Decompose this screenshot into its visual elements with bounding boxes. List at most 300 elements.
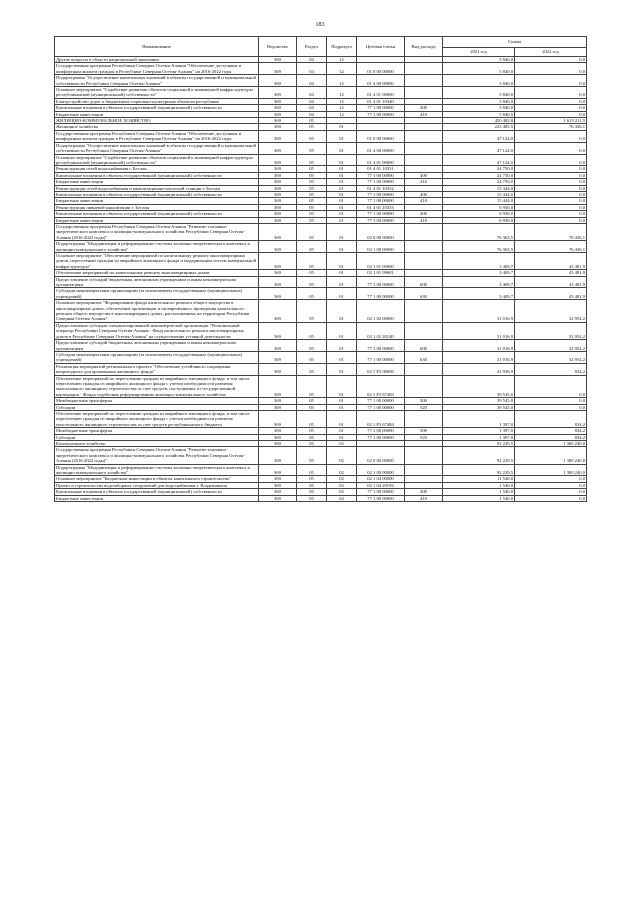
- row-subsection: 12: [327, 63, 357, 75]
- row-sum-2021: 31 016,9: [443, 300, 515, 323]
- row-target-article: 02 1 F3 00000: [357, 363, 405, 375]
- row-subsection: 01: [327, 288, 357, 300]
- row-expense-type: 500: [405, 428, 443, 434]
- row-subsection: 01: [327, 130, 357, 142]
- row-subsection: 01: [327, 375, 357, 398]
- row-expense-type: 410: [405, 111, 443, 117]
- row-name: Реконструкция ливневой канализации г. Беслан: [55, 204, 259, 210]
- row-sum-2021: 41 936,9: [443, 363, 515, 375]
- row-section: 04: [297, 57, 327, 63]
- row-section: 05: [297, 322, 327, 339]
- row-target-article: 02 1 02 20140: [357, 322, 405, 339]
- row-section: 05: [297, 124, 327, 130]
- row-subsection: 01: [327, 300, 357, 323]
- row-department: 369: [259, 105, 297, 111]
- row-sum-2022: 1 300 240,0: [515, 441, 587, 447]
- row-department: 369: [259, 57, 297, 63]
- row-target-article: 77 1 00 00000: [357, 495, 405, 501]
- row-name: Основное мероприятие "Содействие развитию объектов социальной и инженерной инфраструктуры республиканской (муниципальной) собственности": [55, 154, 259, 166]
- row-expense-type: [405, 241, 443, 253]
- row-sum-2022: 43 481,9: [515, 288, 587, 300]
- row-department: 369: [259, 198, 297, 204]
- row-target-article: 01 4 01 10351: [357, 166, 405, 172]
- row-expense-type: [405, 464, 443, 476]
- row-target-article: 02 1 01 09601: [357, 270, 405, 276]
- row-department: 369: [259, 300, 297, 323]
- row-sum-2021: 31 016,9: [443, 351, 515, 363]
- row-sum-2022: 0,0: [515, 185, 587, 191]
- row-expense-type: [405, 322, 443, 339]
- row-department: 369: [259, 185, 297, 191]
- row-expense-type: [405, 75, 443, 87]
- row-target-article: 01 4 01 10352: [357, 185, 405, 191]
- row-sum-2021: 39 545,0: [443, 404, 515, 410]
- table-body: [55, 57, 587, 502]
- row-target-article: 77 1 00 00000: [357, 434, 405, 440]
- row-target-article: 02 1 04 00000: [357, 476, 405, 482]
- table-row: [55, 288, 587, 300]
- row-sum-2021: 1 540,0: [443, 482, 515, 488]
- table-row: [55, 241, 587, 253]
- row-sum-2022: 32 954,2: [515, 340, 587, 352]
- row-sum-2021: 5 840,0: [443, 75, 515, 87]
- row-name: Межбюджетные трансферты: [55, 428, 259, 434]
- row-sum-2022: 0,0: [515, 211, 587, 217]
- row-name: Предоставление субсидий бюджетным, автономным учреждениям и иным некоммерческим организациям: [55, 276, 259, 288]
- row-expense-type: [405, 410, 443, 427]
- row-name: Капитальные вложения в объекты государственной (муниципальной) собственности: [55, 211, 259, 217]
- row-target-article: 77 1 00 00000: [357, 276, 405, 288]
- row-section: 05: [297, 172, 327, 178]
- row-section: 04: [297, 75, 327, 87]
- row-sum-2021: 39 545,0: [443, 375, 515, 398]
- row-sum-2022: 834,2: [515, 434, 587, 440]
- row-name: Государственная программа Республики Северная Осетия-Алания "Обеспечение доступным и комфортным жильем граждан в Республике Северная Осетия-Алания" на 2016-2022 годы: [55, 63, 259, 75]
- row-sum-2022: 0,0: [515, 63, 587, 75]
- row-target-article: 02 0 00 00000: [357, 223, 405, 240]
- row-target-article: 02 1 04 29193: [357, 482, 405, 488]
- row-department: 369: [259, 404, 297, 410]
- row-department: 369: [259, 441, 297, 447]
- row-expense-type: [405, 142, 443, 154]
- row-department: 369: [259, 87, 297, 99]
- row-department: 369: [259, 322, 297, 339]
- row-expense-type: 400: [405, 105, 443, 111]
- row-sum-2022: 0,0: [515, 154, 587, 166]
- row-name: Подпрограмма "Осуществление капитальных вложений в объекты государственной и муниципальной собственности Республики Северная Осетия-Алания": [55, 75, 259, 87]
- row-name: Коммунальное хозяйство: [55, 441, 259, 447]
- row-department: 369: [259, 191, 297, 197]
- row-sum-2021: 1 540,0: [443, 495, 515, 501]
- row-name: Проект и строительство водозаборных сооружений для водоснабжения г. Владикавказа: [55, 482, 259, 488]
- row-subsection: 02: [327, 441, 357, 447]
- row-subsection: 01: [327, 351, 357, 363]
- row-section: 05: [297, 185, 327, 191]
- row-section: 05: [297, 142, 327, 154]
- row-department: 369: [259, 447, 297, 464]
- header-subsection: Подраздел: [327, 37, 357, 57]
- row-subsection: 01: [327, 154, 357, 166]
- row-sum-2022: 0,0: [515, 75, 587, 87]
- row-target-article: 02 1 F3 67484: [357, 410, 405, 427]
- row-section: 05: [297, 241, 327, 253]
- row-expense-type: 520: [405, 434, 443, 440]
- row-target-article: 02 0 00 00000: [357, 447, 405, 464]
- header-expense-type: Вид расхода: [405, 37, 443, 57]
- row-subsection: 01: [327, 179, 357, 185]
- row-target-article: 01 0 00 00000: [357, 63, 405, 75]
- row-sum-2022: 0,0: [515, 98, 587, 104]
- row-sum-2022: 0,0: [515, 130, 587, 142]
- row-target-article: 01 4 01 00000: [357, 154, 405, 166]
- row-expense-type: 600: [405, 276, 443, 288]
- row-department: 369: [259, 75, 297, 87]
- table-row: [55, 276, 587, 288]
- row-section: 05: [297, 166, 327, 172]
- table-row: [55, 447, 587, 464]
- row-name: Капитальные вложения в объекты государственной (муниципальной) собственности: [55, 105, 259, 111]
- row-section: 05: [297, 179, 327, 185]
- row-section: 04: [297, 63, 327, 75]
- row-name: Подпрограмма "Модернизация и реформирование системы топливно-энергетического комплекса и жилищно-коммунального хозяйства": [55, 464, 259, 476]
- header-year-2022: 2022 год: [515, 48, 587, 57]
- row-section: 04: [297, 111, 327, 117]
- row-sum-2022: 0,0: [515, 198, 587, 204]
- row-name: Государственная программа Республики Северная Осетия-Алания "Обеспечение доступным и комфортным жильем граждан в Республике Северная Осетия-Алания" на 2016-2022 годы: [55, 130, 259, 142]
- row-target-article: 77 1 00 00000: [357, 217, 405, 223]
- budget-table: [54, 36, 587, 502]
- row-subsection: 01: [327, 124, 357, 130]
- row-sum-2021: 1 397,0: [443, 428, 515, 434]
- row-name: Бюджетные инвестиции: [55, 198, 259, 204]
- row-department: 369: [259, 217, 297, 223]
- row-expense-type: 410: [405, 198, 443, 204]
- row-sum-2021: 47 124,0: [443, 130, 515, 142]
- row-expense-type: [405, 154, 443, 166]
- row-subsection: 02: [327, 495, 357, 501]
- row-target-article: 77 1 00 00000: [357, 198, 405, 204]
- row-sum-2021: 11 540,0: [443, 476, 515, 482]
- row-section: 05: [297, 476, 327, 482]
- row-section: 05: [297, 300, 327, 323]
- row-sum-2022: 0,0: [515, 105, 587, 111]
- row-expense-type: 410: [405, 179, 443, 185]
- row-expense-type: 400: [405, 191, 443, 197]
- row-section: 05: [297, 489, 327, 495]
- row-department: 369: [259, 179, 297, 185]
- row-name: Субсидии некоммерческим организациям (за исключением государственных (муниципальных) учреждений): [55, 351, 259, 363]
- row-department: 369: [259, 270, 297, 276]
- row-section: 05: [297, 375, 327, 398]
- row-name: Субсидии: [55, 434, 259, 440]
- row-expense-type: 520: [405, 404, 443, 410]
- row-subsection: 01: [327, 204, 357, 210]
- row-department: 369: [259, 130, 297, 142]
- row-name: Бюджетные инвестиции: [55, 111, 259, 117]
- row-target-article: 77 1 00 00000: [357, 179, 405, 185]
- table-row: [55, 410, 587, 427]
- row-name: ЖИЛИЩНО-КОММУНАЛЬНОЕ ХОЗЯЙСТВО: [55, 118, 259, 124]
- row-expense-type: 400: [405, 489, 443, 495]
- row-expense-type: 400: [405, 172, 443, 178]
- row-name: Жилищное хозяйство: [55, 124, 259, 130]
- row-subsection: 01: [327, 276, 357, 288]
- row-subsection: 01: [327, 241, 357, 253]
- row-sum-2022: 0,0: [515, 111, 587, 117]
- row-sum-2021: 92 229,5: [443, 447, 515, 464]
- row-subsection: 01: [327, 198, 357, 204]
- row-name: Бюджетные инвестиции: [55, 495, 259, 501]
- row-sum-2022: 76 436,1: [515, 223, 587, 240]
- row-section: 04: [297, 105, 327, 111]
- row-sum-2021: 450 482,8: [443, 118, 515, 124]
- header-sum: Сумма: [443, 37, 587, 48]
- row-expense-type: [405, 447, 443, 464]
- row-section: 05: [297, 351, 327, 363]
- row-name: Реализация мероприятий регионального проекта "Обеспечение устойчивого сокращения непригодного для проживания жилищного фонда": [55, 363, 259, 375]
- row-section: 05: [297, 223, 327, 240]
- row-subsection: 01: [327, 211, 357, 217]
- row-sum-2021: 76 363,5: [443, 223, 515, 240]
- row-subsection: 01: [327, 434, 357, 440]
- row-sum-2021: 24 750,0: [443, 179, 515, 185]
- row-sum-2022: 43 481,9: [515, 253, 587, 270]
- row-section: 05: [297, 154, 327, 166]
- row-expense-type: [405, 63, 443, 75]
- row-department: 369: [259, 118, 297, 124]
- row-sum-2022: 0,0: [515, 166, 587, 172]
- row-expense-type: [405, 223, 443, 240]
- row-subsection: 01: [327, 398, 357, 404]
- row-sum-2022: 0,0: [515, 179, 587, 185]
- header-name: Наименование: [55, 37, 259, 57]
- row-department: 369: [259, 288, 297, 300]
- row-name: Основное мероприятие "Формирование фонда капитального ремонта общего имущества в многоквартирных домах, обеспечение организации и своевременного проведения капитального ремонта общего имущества в многоквартирных домах, расположенных на территории Республики Северная Осетия-Алания": [55, 300, 259, 323]
- row-sum-2022: 0,0: [515, 495, 587, 501]
- row-sum-2021: 3 409,7: [443, 288, 515, 300]
- row-name: Обеспечение мероприятий по переселению граждан из аварийного жилищного фонда, в том числе переселению граждан из аварийного жилищного фонда с учетом необходимости развития малоэтажного жилищного строительства за счет средств республиканского бюджета: [55, 410, 259, 427]
- row-department: 369: [259, 464, 297, 476]
- row-department: 369: [259, 495, 297, 501]
- row-department: 369: [259, 482, 297, 488]
- row-name: Капитальные вложения в объекты государственной (муниципальной) собственности: [55, 172, 259, 178]
- row-name: Подпрограмма "Модернизация и реформирование системы топливно-энергетического комплекса и жилищно-коммунального хозяйства": [55, 241, 259, 253]
- row-subsection: 02: [327, 464, 357, 476]
- row-target-article: 77 1 00 00000: [357, 211, 405, 217]
- row-expense-type: [405, 130, 443, 142]
- row-sum-2022: 1 613 211,5: [515, 118, 587, 124]
- row-sum-2021: 39 545,0: [443, 398, 515, 404]
- row-section: 05: [297, 204, 327, 210]
- row-department: 369: [259, 154, 297, 166]
- row-department: 369: [259, 204, 297, 210]
- row-section: 05: [297, 464, 327, 476]
- row-expense-type: [405, 253, 443, 270]
- table-row: [55, 154, 587, 166]
- row-target-article: 01 4 00 00000: [357, 142, 405, 154]
- row-subsection: 01: [327, 363, 357, 375]
- row-sum-2022: 76 436,1: [515, 124, 587, 130]
- table-row: [55, 495, 587, 501]
- row-expense-type: [405, 87, 443, 99]
- row-target-article: 01 4 01 00000: [357, 87, 405, 99]
- row-target-article: 77 1 00 00000: [357, 191, 405, 197]
- row-section: 04: [297, 98, 327, 104]
- row-target-article: 77 1 00 00000: [357, 288, 405, 300]
- row-section: 05: [297, 217, 327, 223]
- row-name: Основное мероприятие "Бюджетные инвестиции в объекты капитального строительства": [55, 476, 259, 482]
- row-sum-2022: 1 300 240,0: [515, 447, 587, 464]
- row-expense-type: [405, 300, 443, 323]
- row-department: 369: [259, 172, 297, 178]
- row-sum-2022: 0,0: [515, 217, 587, 223]
- row-sum-2022: 43 481,9: [515, 270, 587, 276]
- table-row: [55, 340, 587, 352]
- row-department: 369: [259, 223, 297, 240]
- header-section: Раздел: [297, 37, 327, 57]
- row-target-article: 77 1 00 00000: [357, 105, 405, 111]
- row-department: 369: [259, 340, 297, 352]
- row-subsection: 01: [327, 428, 357, 434]
- row-sum-2021: 5 840,0: [443, 111, 515, 117]
- row-name: Государственная программа Республики Северная Осетия-Алания "Развитие топливно-энергетического комплекса и жилищно-коммунального хозяйства Республики Северная Осетия-Алания (2016-2022 годы)": [55, 447, 259, 464]
- row-sum-2021: 31 016,9: [443, 340, 515, 352]
- row-sum-2021: 3 409,7: [443, 253, 515, 270]
- row-subsection: 12: [327, 57, 357, 63]
- row-sum-2022: 76 436,1: [515, 241, 587, 253]
- row-target-article: 77 1 00 00000: [357, 340, 405, 352]
- row-sum-2021: 3 409,7: [443, 270, 515, 276]
- table-row: [55, 223, 587, 240]
- row-section: 05: [297, 270, 327, 276]
- row-department: 369: [259, 253, 297, 270]
- row-name: Субсидии некоммерческим организациям (за исключением государственных (муниципальных) учреждений): [55, 288, 259, 300]
- row-subsection: 12: [327, 87, 357, 99]
- row-section: 05: [297, 363, 327, 375]
- row-sum-2021: 47 124,0: [443, 154, 515, 166]
- table-row: [55, 464, 587, 476]
- row-department: 369: [259, 489, 297, 495]
- row-sum-2021: 31 016,9: [443, 322, 515, 339]
- row-sum-2021: 76 363,5: [443, 241, 515, 253]
- header-department: Ведомство: [259, 37, 297, 57]
- row-subsection: 02: [327, 447, 357, 464]
- table-row: [55, 253, 587, 270]
- table-row: [55, 75, 587, 87]
- row-section: 05: [297, 130, 327, 142]
- header-year-2021: 2021 год: [443, 48, 515, 57]
- row-subsection: 12: [327, 105, 357, 111]
- row-name: Государственная программа Республики Северная Осетия-Алания "Развитие топливно-энергетического комплекса и жилищно-коммунального хозяйства Республики Северная Осетия-Алания (2016-2022 годы)": [55, 223, 259, 240]
- table-row: [55, 363, 587, 375]
- row-expense-type: 500: [405, 398, 443, 404]
- row-sum-2021: 6 930,0: [443, 211, 515, 217]
- row-sum-2021: 1 397,0: [443, 434, 515, 440]
- row-target-article: 77 1 00 00000: [357, 351, 405, 363]
- row-target-article: 01 4 00 00000: [357, 75, 405, 87]
- row-target-article: 01 4 01 10353: [357, 204, 405, 210]
- row-expense-type: 600: [405, 340, 443, 352]
- row-sum-2021: 225 485,5: [443, 124, 515, 130]
- row-sum-2022: 0,0: [515, 191, 587, 197]
- row-subsection: 01: [327, 185, 357, 191]
- row-department: 369: [259, 434, 297, 440]
- row-target-article: 02 1 00 00000: [357, 464, 405, 476]
- row-sum-2022: 0,0: [515, 142, 587, 154]
- row-sum-2022: 0,0: [515, 404, 587, 410]
- row-expense-type: [405, 363, 443, 375]
- table-row: [55, 351, 587, 363]
- row-section: 05: [297, 211, 327, 217]
- table-row: [55, 142, 587, 154]
- row-sum-2022: 32 954,2: [515, 351, 587, 363]
- row-sum-2022: 43 481,9: [515, 276, 587, 288]
- row-department: 369: [259, 276, 297, 288]
- row-target-article: 01 4 01 10340: [357, 98, 405, 104]
- row-department: 369: [259, 363, 297, 375]
- row-section: 05: [297, 276, 327, 288]
- row-section: 05: [297, 198, 327, 204]
- row-expense-type: [405, 375, 443, 398]
- row-sum-2021: 92 229,5: [443, 464, 515, 476]
- row-sum-2022: 834,2: [515, 428, 587, 434]
- row-name: Бюджетные инвестиции: [55, 217, 259, 223]
- row-sum-2022: 0,0: [515, 87, 587, 99]
- row-target-article: 02 1 F3 67483: [357, 375, 405, 398]
- row-subsection: 01: [327, 217, 357, 223]
- row-department: 369: [259, 241, 297, 253]
- row-name: Основное мероприятие "Содействие развитию объектов социальной и инженерной инфраструктуры республиканской (муниципальной) собственности": [55, 87, 259, 99]
- row-subsection: 01: [327, 253, 357, 270]
- table-row: [55, 322, 587, 339]
- row-section: 05: [297, 428, 327, 434]
- row-sum-2021: 92 229,5: [443, 441, 515, 447]
- row-name: Межбюджетные трансферты: [55, 398, 259, 404]
- row-subsection: 02: [327, 476, 357, 482]
- row-subsection: 01: [327, 191, 357, 197]
- row-department: 369: [259, 111, 297, 117]
- table-row: [55, 130, 587, 142]
- row-target-article: 02 1 01 00000: [357, 253, 405, 270]
- row-department: 369: [259, 410, 297, 427]
- row-target-article: 77 1 00 00000: [357, 172, 405, 178]
- header-target-article: Целевая статья: [357, 37, 405, 57]
- row-section: 05: [297, 434, 327, 440]
- page-number: 183: [315, 22, 325, 28]
- row-target-article: 01 0 00 00000: [357, 130, 405, 142]
- row-section: 05: [297, 191, 327, 197]
- row-name: Обеспечение мероприятий по капитальному ремонту многоквартирных домов: [55, 270, 259, 276]
- row-sum-2022: 32 954,2: [515, 300, 587, 323]
- row-name: Подпрограмма "Осуществление капитальных вложений в объекты государственной и муниципальной собственности Республики Северная Осетия-Алания": [55, 142, 259, 154]
- row-name: Реконструкция сетей водоснабжения и канализационно-насосной станции г. Беслан: [55, 185, 259, 191]
- row-sum-2021: 5 840,0: [443, 57, 515, 63]
- row-subsection: 01: [327, 270, 357, 276]
- row-sum-2021: 5 840,0: [443, 105, 515, 111]
- row-department: 369: [259, 98, 297, 104]
- row-sum-2021: 6 930,0: [443, 204, 515, 210]
- row-sum-2022: 0,0: [515, 57, 587, 63]
- row-section: 05: [297, 482, 327, 488]
- row-target-article: 77 1 00 00000: [357, 428, 405, 434]
- row-expense-type: 400: [405, 211, 443, 217]
- row-name: Предоставление субсидий бюджетным, автономным учреждениям и иным некоммерческим организациям: [55, 340, 259, 352]
- row-subsection: 01: [327, 404, 357, 410]
- row-section: 05: [297, 404, 327, 410]
- row-sum-2021: 24 750,0: [443, 166, 515, 172]
- row-sum-2022: 0,0: [515, 398, 587, 404]
- row-subsection: 01: [327, 172, 357, 178]
